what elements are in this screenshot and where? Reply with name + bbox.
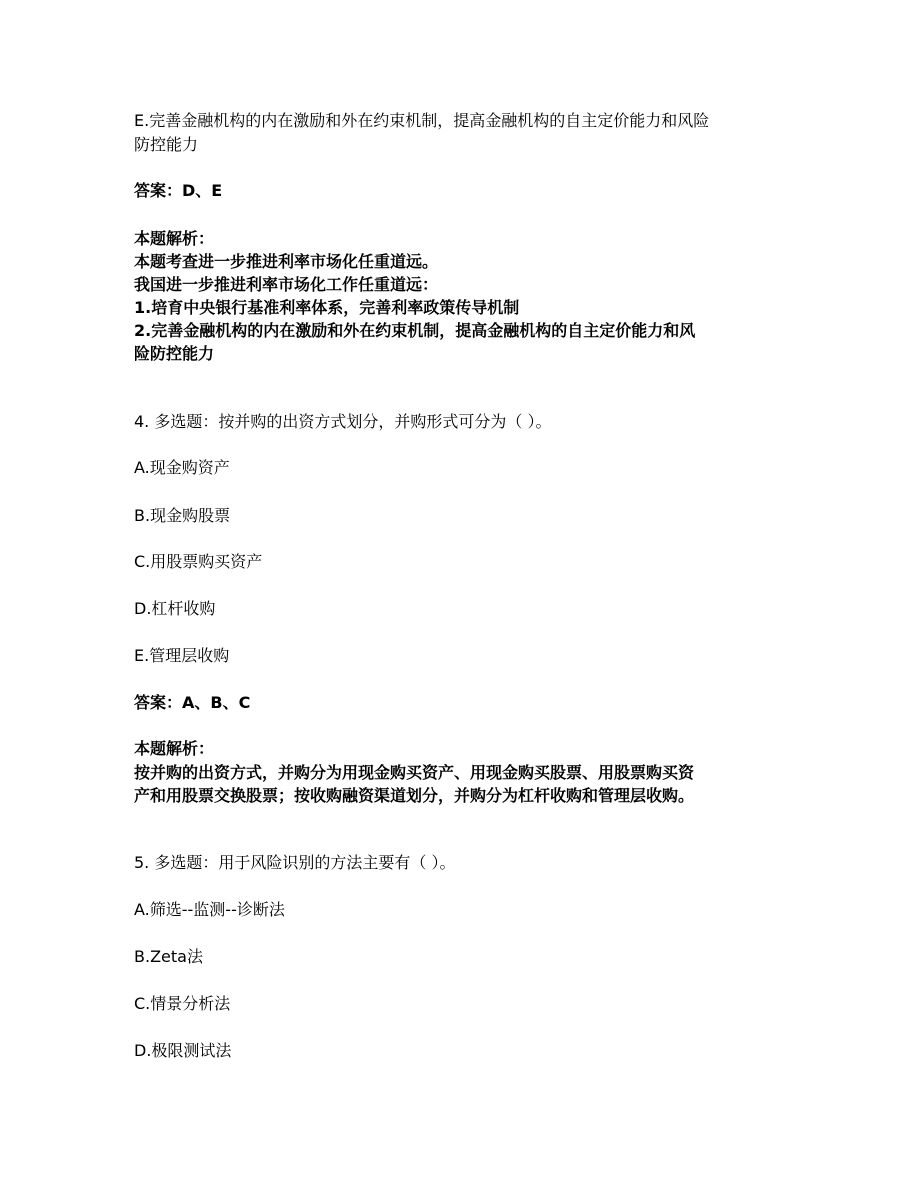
q3-analysis-line: 2.完善金融机构的内在激励和外在约束机制，提高金融机构的自主定价能力和风 xyxy=(134,321,696,340)
q4-option-e: E.管理层收购 xyxy=(134,646,230,665)
q4-analysis-line: 按并购的出资方式，并购分为用现金购买资产、用现金购买股票、用股票购买资 xyxy=(134,763,695,782)
q4-option-d: D.杠杆收购 xyxy=(134,599,216,618)
q5-option-d: D.极限测试法 xyxy=(134,1041,232,1060)
q4-stem: 4. 多选题：按并购的出资方式划分，并购形式可分为（ ）。 xyxy=(134,412,552,431)
q3-analysis-line: 本题考查进一步推进利率市场化任重道远。 xyxy=(134,252,439,271)
q3-analysis-line: 我国进一步推进利率市场化工作任重道远： xyxy=(134,275,439,294)
q5-stem: 5. 多选题：用于风险识别的方法主要有（ ）。 xyxy=(134,853,456,872)
q5-option-b: B.Zeta法 xyxy=(134,947,203,966)
q3-analysis-line: 险防控能力 xyxy=(134,344,215,363)
q3-analysis-title: 本题解析： xyxy=(134,229,215,248)
q4-analysis-title: 本题解析： xyxy=(134,739,215,758)
q4-option-c: C.用股票购买资产 xyxy=(134,552,263,571)
q4-option-a: A.现金购资产 xyxy=(134,458,230,477)
q4-option-b: B.现金购股票 xyxy=(134,506,231,525)
q5-option-a: A.筛选--监测--诊断法 xyxy=(134,900,285,919)
q3-answer: 答案：D、E xyxy=(134,181,223,200)
q4-answer: 答案：A、B、C xyxy=(134,693,251,712)
q3-analysis-line: 1.培育中央银行基准利率体系，完善利率政策传导机制 xyxy=(134,298,520,317)
q4-analysis-line: 产和用股票交换股票；按收购融资渠道划分，并购分为杠杆收购和管理层收购。 xyxy=(134,786,695,805)
q3-option-e-line-2: 防控能力 xyxy=(134,135,199,154)
q5-option-c: C.情景分析法 xyxy=(134,994,231,1013)
q3-option-e-line-1: E.完善金融机构的内在激励和外在约束机制，提高金融机构的自主定价能力和风险 xyxy=(134,111,710,130)
